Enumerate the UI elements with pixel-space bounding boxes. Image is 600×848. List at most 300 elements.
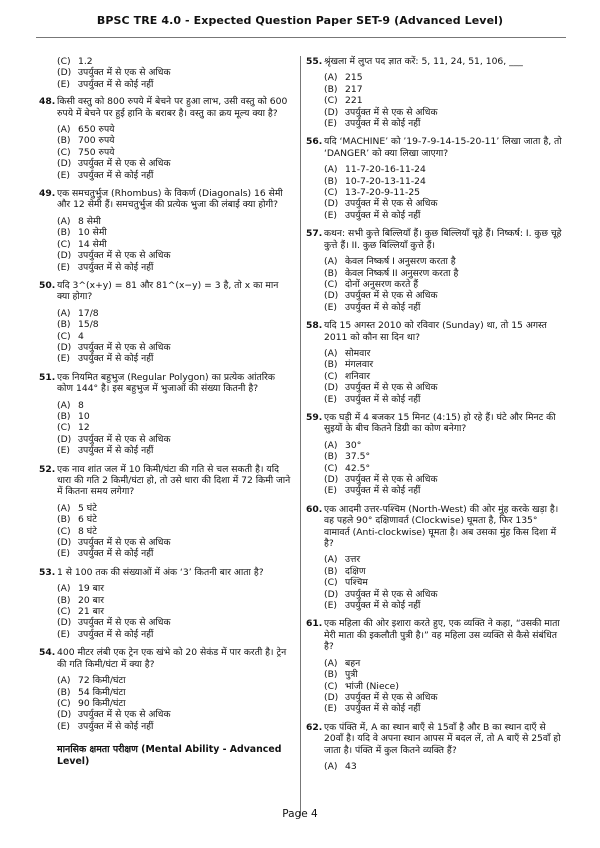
option-item: [57, 353, 291, 364]
option-text: 1.2: [78, 56, 93, 67]
question-number: 48.: [39, 96, 56, 108]
option-item: [324, 703, 564, 714]
option-item: [324, 761, 564, 772]
question-number: 49.: [39, 188, 56, 200]
option-item: [324, 256, 564, 267]
option-letter: (D): [57, 250, 72, 262]
option-item: [324, 107, 564, 118]
question-stem: [306, 412, 564, 435]
option-text: 6 घंटे: [78, 514, 97, 526]
question-stem: [306, 320, 564, 343]
question-stem: [306, 228, 564, 251]
option-item: [57, 514, 291, 525]
question-text: श्रृंखला में लुप्त पद ज्ञात करें: 5, 11, 24, 51, 106, ___: [324, 56, 523, 67]
option-letter: (A): [324, 439, 338, 451]
option-text: शनिवार: [345, 370, 370, 382]
option-text: 20 बार: [78, 594, 104, 606]
option-item: [324, 371, 564, 382]
option-item: [324, 474, 564, 485]
option-text: 30°: [345, 439, 362, 451]
question-text: एक आदमी उत्तर-पश्चिम (North-West) की ओर मुंह करके खड़ा है। वह पहले 90° दक्षिणावर्त (Clockwise) घूमता है, फिर 135° वामावर्त (Anti-clockwise) घूमता है। अब उसका मुंह किस दिशा में है?: [324, 503, 559, 550]
option-letter: (C): [324, 187, 338, 199]
option-list: [324, 761, 564, 772]
option-text: उपर्युक्त में से एक से अधिक: [78, 341, 171, 353]
question-block: [39, 372, 291, 457]
option-item: [324, 72, 564, 83]
option-list: [57, 400, 291, 457]
question-text: यदि ‘MACHINE’ को ’19-7-9-14-15-20-11’ लिखा जाता है, तो ‘DANGER’ को क्या लिखा जाएगा?: [324, 136, 562, 159]
option-letter: (A): [57, 502, 71, 514]
option-item: [324, 348, 564, 359]
option-letter: (A): [324, 164, 338, 176]
option-letter: (C): [57, 146, 71, 158]
option-letter: (D): [324, 691, 339, 703]
option-item: [57, 445, 291, 456]
option-item: [57, 170, 291, 181]
option-text: 221: [345, 95, 363, 107]
option-item: [324, 279, 564, 290]
option-text: 10: [78, 410, 90, 422]
option-text: पश्चिम: [345, 577, 368, 589]
option-letter: (C): [324, 680, 338, 692]
option-item: [57, 617, 291, 628]
option-text: 17/8: [78, 307, 99, 319]
option-letter: (E): [57, 548, 70, 560]
option-text: उपर्युक्त में से कोई नहीं: [78, 169, 154, 181]
option-text: 42.5°: [345, 462, 371, 474]
question-stem: [39, 567, 291, 578]
option-item: [57, 67, 291, 78]
option-item: [324, 394, 564, 405]
option-item: [57, 250, 291, 261]
option-text: उपर्युक्त में से कोई नहीं: [345, 209, 421, 221]
option-item: [57, 503, 291, 514]
question-stem: [306, 56, 564, 67]
option-letter: (D): [324, 198, 339, 210]
option-item: [57, 124, 291, 135]
option-text: उपर्युक्त में से कोई नहीं: [78, 261, 154, 273]
option-text: 37.5°: [345, 451, 371, 463]
option-letter: (B): [57, 514, 71, 526]
option-letter: (B): [57, 410, 71, 422]
option-item: [57, 595, 291, 606]
option-text: 54 किमी/घंटा: [78, 686, 126, 698]
question-text: एक नाव शांत जल में 10 किमी/घंटा की गति से चल सकती है। यदि धारा की गति 2 किमी/घंटा हो, तो उसे धारा की दिशा में 72 किमी जाने में कितना समय लगेगा?: [57, 463, 291, 498]
option-letter: (D): [57, 67, 72, 79]
option-letter: (C): [57, 56, 71, 67]
option-text: उपर्युक्त में से कोई नहीं: [345, 703, 421, 715]
option-list: [57, 503, 291, 560]
option-letter: (B): [57, 594, 71, 606]
question-block: [306, 56, 564, 129]
option-letter: (D): [57, 341, 72, 353]
option-list: [57, 308, 291, 365]
option-item: [324, 451, 564, 462]
option-letter: (B): [57, 686, 71, 698]
question-number: 53.: [39, 566, 56, 578]
option-item: [57, 675, 291, 686]
question-number: 57.: [306, 228, 323, 240]
option-letter: (E): [324, 118, 337, 130]
question-text: 400 मीटर लंबी एक ट्रेन एक खंभे को 20 सेकंड में पार करती है। ट्रेन की गति किमी/घंटा में क्या है?: [57, 647, 287, 670]
option-letter: (B): [324, 669, 338, 681]
option-text: उपर्युक्त में से एक से अधिक: [345, 290, 438, 302]
option-item: [57, 606, 291, 617]
option-text: 10-7-20-13-11-24: [345, 175, 426, 187]
option-item: [324, 692, 564, 703]
option-item: [324, 84, 564, 95]
option-item: [57, 262, 291, 273]
option-text: उपर्युक्त में से कोई नहीं: [78, 628, 154, 640]
option-item: [57, 135, 291, 146]
option-item: [324, 164, 564, 175]
option-letter: (D): [57, 433, 72, 445]
section-title: मानसिक क्षमता परीक्षण (Mental Ability - Advanced Level): [57, 744, 282, 768]
option-text: उपर्युक्त में से कोई नहीं: [345, 600, 421, 612]
option-letter: (C): [57, 697, 71, 709]
option-item: [324, 210, 564, 221]
option-item: [324, 658, 564, 669]
option-list: [324, 256, 564, 313]
option-item: [57, 721, 291, 732]
option-letter: (C): [324, 278, 338, 290]
question-stem: [306, 618, 564, 652]
option-letter: (B): [324, 175, 338, 187]
option-letter: (A): [324, 760, 338, 772]
question-text: एक नियमित बहुभुज (Regular Polygon) का प्रत्येक आंतरिक कोण 144° है। इस बहुभुज में भुजाओं की संख्या कितनी है?: [57, 371, 275, 395]
option-item: [324, 669, 564, 680]
question-block: [306, 722, 564, 773]
option-text: दोनों अनुसरण करते हैं: [345, 278, 419, 290]
option-text: उपर्युक्त में से एक से अधिक: [345, 588, 438, 600]
option-item: [57, 342, 291, 353]
question-block: [39, 647, 291, 732]
option-text: उपर्युक्त में से एक से अधिक: [78, 537, 171, 549]
option-letter: (C): [324, 577, 338, 589]
option-item: [324, 359, 564, 370]
option-letter: (E): [324, 301, 337, 313]
option-letter: (E): [324, 703, 337, 715]
option-text: 650 रुपये: [78, 124, 115, 136]
option-letter: (E): [57, 445, 70, 457]
option-text: 217: [345, 83, 363, 95]
option-item: [324, 600, 564, 611]
option-letter: (A): [324, 554, 338, 566]
option-letter: (C): [324, 95, 338, 107]
column-divider: [300, 56, 301, 816]
option-list: [324, 72, 564, 129]
option-text: 8 घंटे: [78, 525, 97, 537]
option-letter: (A): [57, 124, 71, 136]
option-text: उपर्युक्त में से एक से अधिक: [78, 67, 171, 79]
option-letter: (E): [57, 628, 70, 640]
option-letter: (D): [324, 474, 339, 485]
left-column: [39, 56, 291, 768]
option-item: [57, 422, 291, 433]
option-text: उपर्युक्त में से कोई नहीं: [78, 78, 154, 90]
question-stem: [306, 722, 564, 756]
option-item: [57, 537, 291, 548]
option-text: उपर्युक्त में से एक से अधिक: [345, 106, 438, 118]
option-item: [57, 709, 291, 720]
option-letter: (A): [324, 72, 338, 84]
option-letter: (B): [57, 319, 71, 331]
option-letter: (D): [324, 588, 339, 600]
option-list: [57, 675, 291, 732]
question-number: 61.: [306, 618, 323, 630]
question-stem: [306, 504, 564, 550]
option-letter: (E): [324, 485, 337, 497]
question-text: एक महिला की ओर इशारा करते हुए, एक व्यक्ति ने कहा, “उसकी माता मेरी माता की इकलौती पुत्री है।” वह महिला उस व्यक्ति से कैसे संबंधित है?: [324, 618, 560, 653]
option-text: उपर्युक्त में से एक से अधिक: [78, 250, 171, 262]
option-text: 4: [78, 330, 84, 342]
question-block: [39, 96, 291, 181]
option-letter: (B): [324, 83, 338, 95]
option-letter: (E): [324, 393, 337, 405]
option-letter: (C): [57, 330, 71, 342]
option-item: [57, 239, 291, 250]
option-letter: (B): [324, 565, 338, 577]
question-block: [306, 504, 564, 612]
right-question-list: [306, 56, 564, 772]
option-item: [324, 463, 564, 474]
question-text: कथन: सभी कुत्ते बिल्लियाँ हैं। कुछ बिल्लियाँ चूहे हैं। निष्कर्ष: I. कुछ चूहे कुत्ते हैं। II. कुछ बिल्लियाँ कुत्ते हैं।: [324, 228, 562, 251]
option-text: उपर्युक्त में से कोई नहीं: [78, 353, 154, 365]
option-text: बहन: [345, 657, 361, 669]
option-text: 10 सेमी: [78, 227, 107, 239]
question-block: [306, 136, 564, 221]
question-stem: [306, 136, 564, 159]
question-number: 62.: [306, 721, 323, 733]
option-letter: (E): [324, 209, 337, 221]
option-letter: (D): [57, 709, 72, 721]
option-text: उपर्युक्त में से एक से अधिक: [78, 158, 171, 170]
option-letter: (B): [324, 267, 338, 279]
option-text: 8: [78, 399, 84, 411]
question-block: [306, 320, 564, 405]
option-item: [57, 331, 291, 342]
option-letter: (C): [57, 606, 71, 618]
option-letter: (D): [324, 106, 339, 118]
option-text: उपर्युक्त में से एक से अधिक: [78, 617, 171, 629]
right-column: [306, 56, 564, 779]
option-item: [324, 187, 564, 198]
option-item: [57, 56, 291, 67]
question-number: 58.: [306, 320, 323, 332]
option-letter: (E): [57, 78, 70, 90]
option-text: सोमवार: [345, 347, 371, 359]
option-item: [324, 290, 564, 301]
option-letter: (E): [57, 261, 70, 273]
option-text: उपर्युक्त में से कोई नहीं: [345, 485, 421, 497]
option-text: 43: [345, 760, 357, 772]
continued-options: [57, 56, 291, 90]
option-letter: (A): [324, 657, 338, 669]
option-text: 11-7-20-16-11-24: [345, 164, 426, 176]
option-letter: (E): [324, 600, 337, 612]
question-text: यदि 15 अगस्त 2010 को रविवार (Sunday) था, तो 15 अगस्त 2011 को कौन सा दिन था?: [324, 320, 547, 343]
option-letter: (A): [57, 675, 71, 687]
option-item: [324, 95, 564, 106]
option-item: [57, 526, 291, 537]
option-text: केवल निष्कर्ष II अनुसरण करता है: [345, 267, 459, 279]
option-text: उपर्युक्त में से कोई नहीं: [78, 548, 154, 560]
option-text: दक्षिण: [345, 565, 366, 577]
option-text: 750 रुपये: [78, 146, 115, 158]
option-letter: (D): [324, 382, 339, 394]
question-number: 59.: [306, 411, 323, 423]
option-letter: (A): [324, 347, 338, 359]
question-stem: [39, 188, 291, 211]
option-list: [324, 440, 564, 497]
question-number: 50.: [39, 279, 56, 291]
option-list: [57, 216, 291, 273]
option-text: उपर्युक्त में से एक से अधिक: [345, 691, 438, 703]
option-item: [57, 216, 291, 227]
option-letter: (D): [57, 617, 72, 629]
question-stem: [39, 280, 291, 303]
header-rule: [36, 37, 566, 38]
option-letter: (B): [324, 451, 338, 463]
question-number: 52.: [39, 463, 56, 475]
option-item: [57, 687, 291, 698]
option-text: उपर्युक्त में से कोई नहीं: [345, 118, 421, 130]
question-block: [39, 188, 291, 273]
option-item: [57, 79, 291, 90]
option-letter: (C): [57, 238, 71, 250]
left-question-list: [39, 96, 291, 732]
option-text: उपर्युक्त में से कोई नहीं: [78, 720, 154, 732]
option-item: [324, 198, 564, 209]
option-letter: (E): [57, 169, 70, 181]
option-letter: (C): [57, 525, 71, 537]
option-text: 14 सेमी: [78, 238, 107, 250]
option-item: [57, 548, 291, 559]
option-letter: (C): [324, 370, 338, 382]
question-number: 60.: [306, 503, 323, 515]
option-item: [57, 411, 291, 422]
question-stem: [39, 647, 291, 670]
option-text: 21 बार: [78, 606, 104, 618]
option-item: [57, 147, 291, 158]
option-text: 215: [345, 72, 363, 84]
option-text: 12: [78, 422, 90, 434]
option-letter: (A): [324, 256, 338, 268]
option-item: [57, 158, 291, 169]
option-text: 8 सेमी: [78, 215, 101, 227]
option-list: [324, 554, 564, 611]
question-block: [306, 228, 564, 313]
option-letter: (C): [324, 462, 338, 474]
question-stem: [39, 464, 291, 498]
option-letter: (A): [57, 583, 71, 595]
question-number: 55.: [306, 56, 323, 67]
option-item: [57, 308, 291, 319]
question-text: यदि 3^(x+y) = 81 और 81^(x−y) = 3 है, तो x का मान क्या होगा?: [57, 279, 279, 303]
question-block: [306, 412, 564, 497]
option-item: [324, 268, 564, 279]
option-letter: (C): [57, 422, 71, 434]
option-text: उपर्युक्त में से कोई नहीं: [78, 445, 154, 457]
option-item: [57, 583, 291, 594]
option-letter: (A): [57, 307, 71, 319]
option-item: [324, 176, 564, 187]
option-text: 72 किमी/घंटा: [78, 675, 126, 687]
page-number: Page 4: [282, 808, 318, 820]
option-text: उपर्युक्त में से एक से अधिक: [78, 433, 171, 445]
question-block: [306, 618, 564, 714]
option-text: उपर्युक्त में से कोई नहीं: [345, 393, 421, 405]
option-item: [57, 227, 291, 238]
question-text: किसी वस्तु को 800 रुपये में बेचने पर हुआ लाभ, उसी वस्तु को 600 रुपये में बेचने पर हुई हानि के बराबर है। वस्तु का क्रय मूल्य क्या है?: [57, 96, 288, 119]
option-text: उपर्युक्त में से एक से अधिक: [345, 382, 438, 394]
question-number: 51.: [39, 371, 56, 383]
option-text: उपर्युक्त में से कोई नहीं: [345, 301, 421, 313]
option-list: [57, 583, 291, 640]
question-text: एक पंक्ति में, A का स्थान बाएँ से 15वाँ है और B का स्थान दाएँ से 20वाँ है। यदि वे अपना स्थान आपस में बदल लें, तो A बाएँ से 25वाँ हो जाता है। पंक्ति में कुल कितने व्यक्ति हैं?: [324, 721, 561, 756]
option-item: [324, 566, 564, 577]
option-item: [324, 440, 564, 451]
option-list: [57, 124, 291, 181]
option-item: [57, 400, 291, 411]
option-list: [324, 348, 564, 405]
option-letter: (D): [57, 158, 72, 170]
question-block: [39, 280, 291, 365]
option-letter: (D): [57, 537, 72, 549]
page-header: BPSC TRE 4.0 - Expected Question Paper SET-9 (Advanced Level): [96, 14, 504, 27]
option-text: भांजी (Niece): [345, 680, 399, 692]
question-number: 56.: [306, 136, 323, 148]
option-text: 90 किमी/घंटा: [78, 697, 126, 709]
option-item: [324, 118, 564, 129]
option-text: केवल निष्कर्ष I अनुसरण करता है: [345, 256, 456, 268]
option-item: [324, 577, 564, 588]
option-text: उपर्युक्त में से एक से अधिक: [345, 198, 438, 210]
question-number: 54.: [39, 647, 56, 659]
option-text: उत्तर: [345, 554, 361, 566]
option-letter: (E): [57, 353, 70, 365]
option-item: [324, 554, 564, 565]
option-letter: (B): [57, 135, 71, 147]
question-block: [39, 464, 291, 560]
question-stem: [39, 372, 291, 395]
option-letter: (E): [57, 720, 70, 732]
option-item: [57, 629, 291, 640]
option-item: [324, 681, 564, 692]
option-text: उपर्युक्त में से एक से अधिक: [345, 474, 438, 485]
option-letter: (A): [57, 215, 71, 227]
question-text: एक समचतुर्भुज (Rhombus) के विकर्ण (Diagonals) 16 सेमी और 12 सेमी हैं। समचतुर्भुज की प्रत्येक भुजा की लंबाई क्या होगी?: [57, 188, 283, 211]
option-text: 15/8: [78, 319, 99, 331]
question-stem: [39, 96, 291, 119]
option-letter: (B): [324, 359, 338, 371]
option-text: 700 रुपये: [78, 135, 115, 147]
option-text: 13-7-20-9-11-25: [345, 187, 421, 199]
option-letter: (B): [57, 227, 71, 239]
question-block: [39, 567, 291, 640]
question-text: एक घड़ी में 4 बजकर 15 मिनट (4:15) हो रहे हैं। घंटे और मिनट की सुइयों के बीच कितने डिग्री का कोण बनेगा?: [324, 411, 556, 435]
option-text: पुत्री: [345, 669, 358, 681]
option-item: [324, 302, 564, 313]
option-list: [324, 658, 564, 715]
option-item: [57, 319, 291, 330]
option-item: [57, 434, 291, 445]
option-list: [324, 164, 564, 221]
question-text: 1 से 100 तक की संख्याओं में अंक ‘3’ कितनी बार आता है?: [57, 566, 264, 578]
option-letter: (A): [57, 399, 71, 411]
option-item: [324, 485, 564, 496]
option-item: [324, 589, 564, 600]
